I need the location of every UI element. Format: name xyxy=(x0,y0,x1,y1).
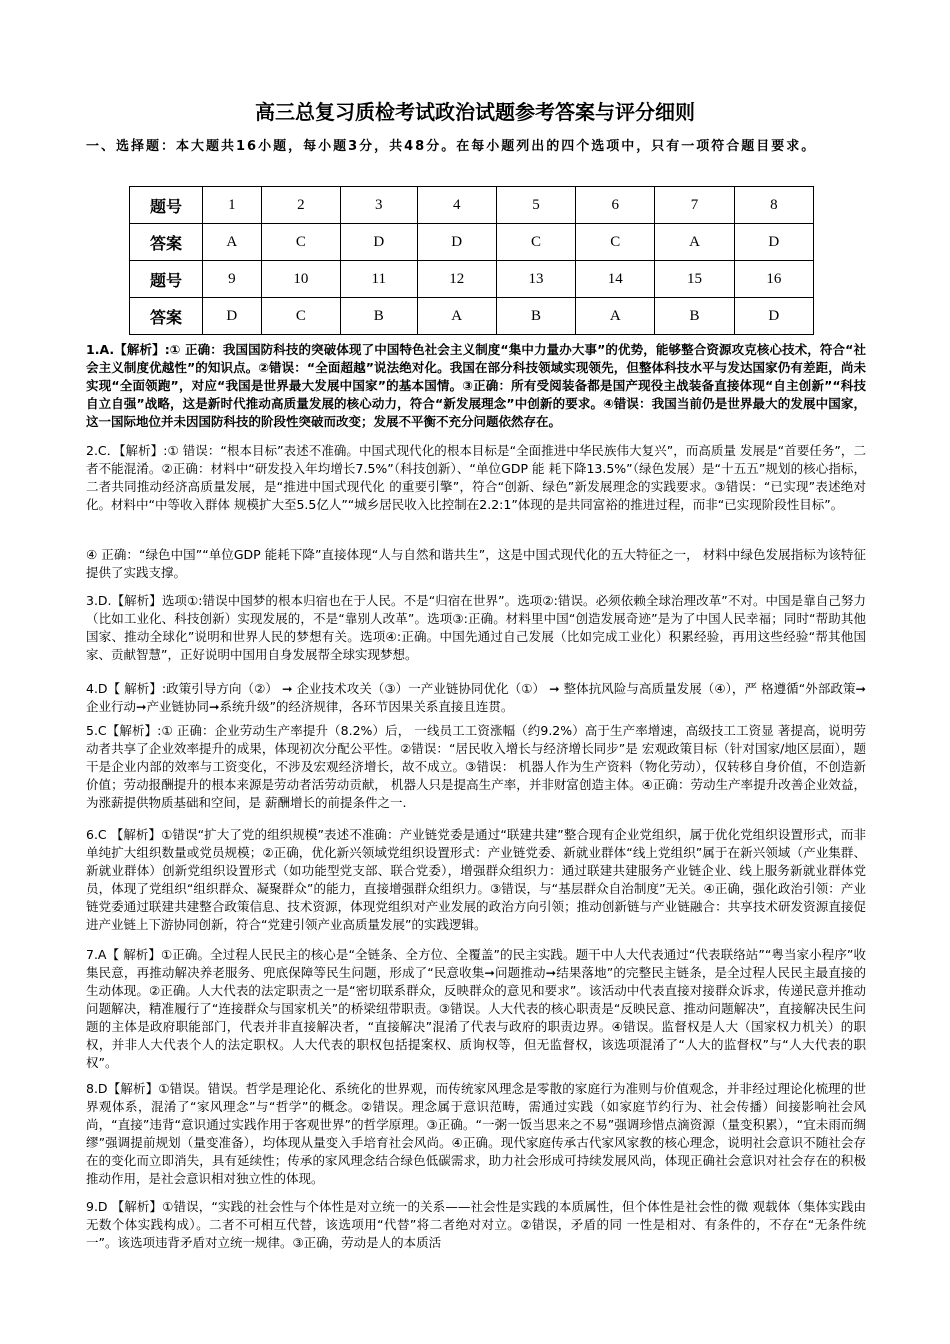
explanation-8: 8.D【解析】①错误。错误。哲学是理论化、系统化的世界观，而传统家风理念是零散的家庭行为准则与价值观念，并非经过理论化梳理的世界观体系，混淆了“家风理念”与“哲学”的概念。②错误。理念属于意识范畴，需通过实践（如家庭节约行为、社会传播）间接影响社会风尚，“直接”违背“意识通过实践作用于客观世界”的哲学原理。③正确。“一粥一饭当思来之不易”强调珍惜点滴资源（量变积累），“宜未雨而绸缪”强调提前规划（量变准备），均体现从量变入手培育社会风尚。④正确。现代家庭传承古代家风家教的核心理念，说明社会意识不随社会存在的变化而立即消失，具有延续性；传承的家风理念结合绿色低碳需求，助力社会形成可持续发展风尚，体现正确社会意识对社会存在的积极推动作用，是社会意识相对独立性的体现。 xyxy=(86,1081,866,1186)
answer-cell: D xyxy=(734,224,813,261)
explanation-9: 9.D 【解析】①错误，“实践的社会性与个体性是对立统一的关系——社会性是实践的本质属性，但个体性是社会性的微 观载体（集体实践由无数个体实践构成）。二者不可相互代替，该选项用“代替”将二者绝对对立。②错误，矛盾的同 一性是相对、有条件的，不存在“无条件统一”。该选项违背矛盾对立统一规律。③正确，劳动是人的本质活 xyxy=(86,1199,866,1250)
question-number: 14 xyxy=(576,261,655,298)
answer-cell: D xyxy=(734,298,813,335)
explanation-4: 4.D【 解析】:政策引导方向（②） ➞ 企业技术攻关（③）一产业链协同优化（①） ➞ 整体抗风险与高质量发展（④），严 格遵循“外部政策➞企业行动➞产业链协同➞系统升级”的经济规律，各环节因果关系直接且连贯。 xyxy=(86,681,866,714)
table-row xyxy=(130,187,814,224)
section-heading: 一、选择题：本大题共16小题，每小题3分，共48分。在每小题列出的四个选项中，只有一项符合题目要求。 xyxy=(86,139,817,154)
answer-table xyxy=(129,186,814,335)
answer-cell: D xyxy=(340,224,417,261)
page-title: 高三总复习质检考试政治试题参考答案与评分细则 xyxy=(255,100,695,124)
question-number: 11 xyxy=(340,261,417,298)
question-number: 5 xyxy=(496,187,575,224)
table-row xyxy=(130,298,814,335)
question-number: 15 xyxy=(655,261,734,298)
explanation-5: 5.C【解析】:① 正确：企业劳动生产率提升（8.2%）后， 一线员工工资涨幅（约9.2%）高于生产率增速，高级技工工资显 著提高，说明劳动者共享了企业效率提升的成果，体现初次分配公平性。②错误：“居民收入增长与经济增长同步”是 宏观政策目标（针对国家/地区层面），题干是企业内部的效率与工资变化，不涉及宏观经济增长，故不成立。③错误： 机器人作为生产资料（物化劳动），仅转移自身价值，不创造新价值；劳动报酬提升的根本来源是劳动者活劳动贡献， 机器人只是提高生产率，并非财富创造主体。④正确：劳动生产率提升改善企业效益，为涨薪提供物质基础和空间，是 薪酬增长的前提条件之一. xyxy=(86,723,866,810)
answer-cell: A xyxy=(417,298,496,335)
question-number: 3 xyxy=(340,187,417,224)
answer-cell: D xyxy=(203,298,262,335)
question-number: 9 xyxy=(203,261,262,298)
explanation-7: 7.A【 解析】①正确。全过程人民民主的核心是“全链条、全方位、全覆盖”的民主实践。题干中人大代表通过“代表联络站”“粤当家小程序”收集民意，再推动解决养老服务、兜底保障等民生问题，形成了“民意收集➞问题推动➞结果落地”的完整民主链条，是全过程人民民主最直接的生动体现。②正确。人大代表的法定职责之一是“密切联系群众，反映群众的意见和要求”。该活动中代表直接对接群众诉求，传递民意并推动问题解决，精准履行了“连接群众与国家机关”的桥梁纽带职责。③错误。人大代表的核心职责是“反映民意、推动问题解决”，直接解决民生问题的主体是政府职能部门，代表并非直接解决者，“直接解决”混淆了代表与政府的职责边界。④错误。监督权是人大（国家权力机关）的职权，并非人大代表个人的法定职权。人大代表的职权包括提案权、质询权等，但无监督权，该选项混淆了“人大的监督权”与“人大代表的职权”。 xyxy=(86,947,866,1070)
row-label: 答案 xyxy=(130,224,203,261)
question-number: 12 xyxy=(417,261,496,298)
answer-cell: B xyxy=(340,298,417,335)
row-label: 答案 xyxy=(130,298,203,335)
explanation-6: 6.C 【解析】①错误“扩大了党的组织规模”表述不准确：产业链党委是通过“联建共建”整合现有企业党组织，属于优化党组织设置形式，而非单纯扩大组织数量或党员规模；②正确，优化新兴领域党组织设置形式：产业链党委、新就业群体“线上党组织”属于在新兴领域（产业集群、新就业群体）创新党组织设置形式（如功能型党支部、联合党委），增强群众组织力：通过联建共建服务产业链企业、线上服务新就业群体党员，体现了党组织“组织群众、凝聚群众”的能力，直接增强群众组织力。③错误，与“基层群众自治制度”无关。④正确，强化政治引领：产业链党委通过联建共建整合政策信息、技术资源，体现党组织对产业发展的政治方向引领；推动创新链与产业链融合：共享技术研发资源直接促进产业链上下游协同创新，符合“党建引领产业高质量发展”的实践逻辑。 xyxy=(86,827,866,932)
answer-cell: B xyxy=(655,298,734,335)
question-number: 10 xyxy=(261,261,340,298)
question-number: 6 xyxy=(576,187,655,224)
question-number: 4 xyxy=(417,187,496,224)
question-number: 7 xyxy=(655,187,734,224)
question-number: 13 xyxy=(496,261,575,298)
answer-cell: C xyxy=(261,298,340,335)
row-label: 题号 xyxy=(130,187,203,224)
explanation-1: 1.A.【解析】:① 正确：我国国防科技的突破体现了中国特色社会主义制度“集中力量办大事”的优势，能够整合资源攻克核心技术，符合“社会主义制度优越性”的知识点。②错误：“全面超越”说法绝对化。我国在部分科技领域实现领先，但整体科技水平与发达国家仍有差距，尚未实现“全面领跑”，对应“我国是世界最大发展中国家”的基本国情。③正确：所有受阅装备都是国产现役主战装备直接体现“自主创新”“科技自立自强”战略，这是新时代推动高质量发展的核心动力，符合“新发展理念”中创新的要求。④错误：我国当前仍是世界最大的发展中国家，这一国际地位并未因国防科技的阶段性突破而改变；发展不平衡不充分问题依然存在。 xyxy=(86,342,866,429)
answer-cell: B xyxy=(496,298,575,335)
answer-cell: A xyxy=(655,224,734,261)
question-number: 8 xyxy=(734,187,813,224)
explanation-2-cont: ④ 正确：“绿色中国”“单位GDP 能耗下降”直接体现“人与自然和谐共生”，这是中国式现代化的五大特征之一， 材料中绿色发展指标为该特征提供了实践支撑。 xyxy=(86,547,866,580)
explanation-3: 3.D.【解析】选项①:错误中国梦的根本归宿也在于人民。不是“归宿在世界”。选项②:错误。必须依赖全球治理改革”不对。中国是靠自己努力（比如工业化、科技创新）实现发展的，不是“靠别人改革”。选项③:正确。材料里中国“创造发展奇迹”是为了中国人民幸福；同时“帮助其他国家、推动全球化”说明和世界人民的梦想有关。选项④:正确。中国先通过自己发展（比如完成工业化）积累经验，再用这些经验“帮其他国家、贡献智慧”，正好说明中国用自身发展帮全球实现梦想。 xyxy=(86,593,866,662)
answer-cell: D xyxy=(417,224,496,261)
table-row xyxy=(130,224,814,261)
answer-cell: A xyxy=(203,224,262,261)
question-number: 16 xyxy=(734,261,813,298)
answer-cell: C xyxy=(261,224,340,261)
explanation-2: 2.C．【解析】:① 错误：“根本目标”表述不准确。中国式现代化的根本目标是“全面推进中华民族伟大复兴”，而高质量 发展是“首要任务”，二者不能混淆。②正确：材料中“研发投入年均增长7.5%”（科技创新）、“单位GDP 能 耗下降13.5%”（绿色发展）是“十五五”规划的核心指标，二者共同推动经济高质量发展，是“推进中国式现代化 的重要引擎”，符合“创新、绿色”新发展理念的实践要求。③错误：“已实现”表述绝对化。材料中“中等收入群体 规模扩大至5.5亿人”“城乡居民收入比控制在2.2:1”体现的是共同富裕的推进过程，而非“已实现阶段性目标”。 xyxy=(86,443,866,512)
answer-cell: C xyxy=(576,224,655,261)
answer-cell: A xyxy=(576,298,655,335)
row-label: 题号 xyxy=(130,261,203,298)
question-number: 1 xyxy=(203,187,262,224)
question-number: 2 xyxy=(261,187,340,224)
table-row xyxy=(130,261,814,298)
answer-cell: C xyxy=(496,224,575,261)
